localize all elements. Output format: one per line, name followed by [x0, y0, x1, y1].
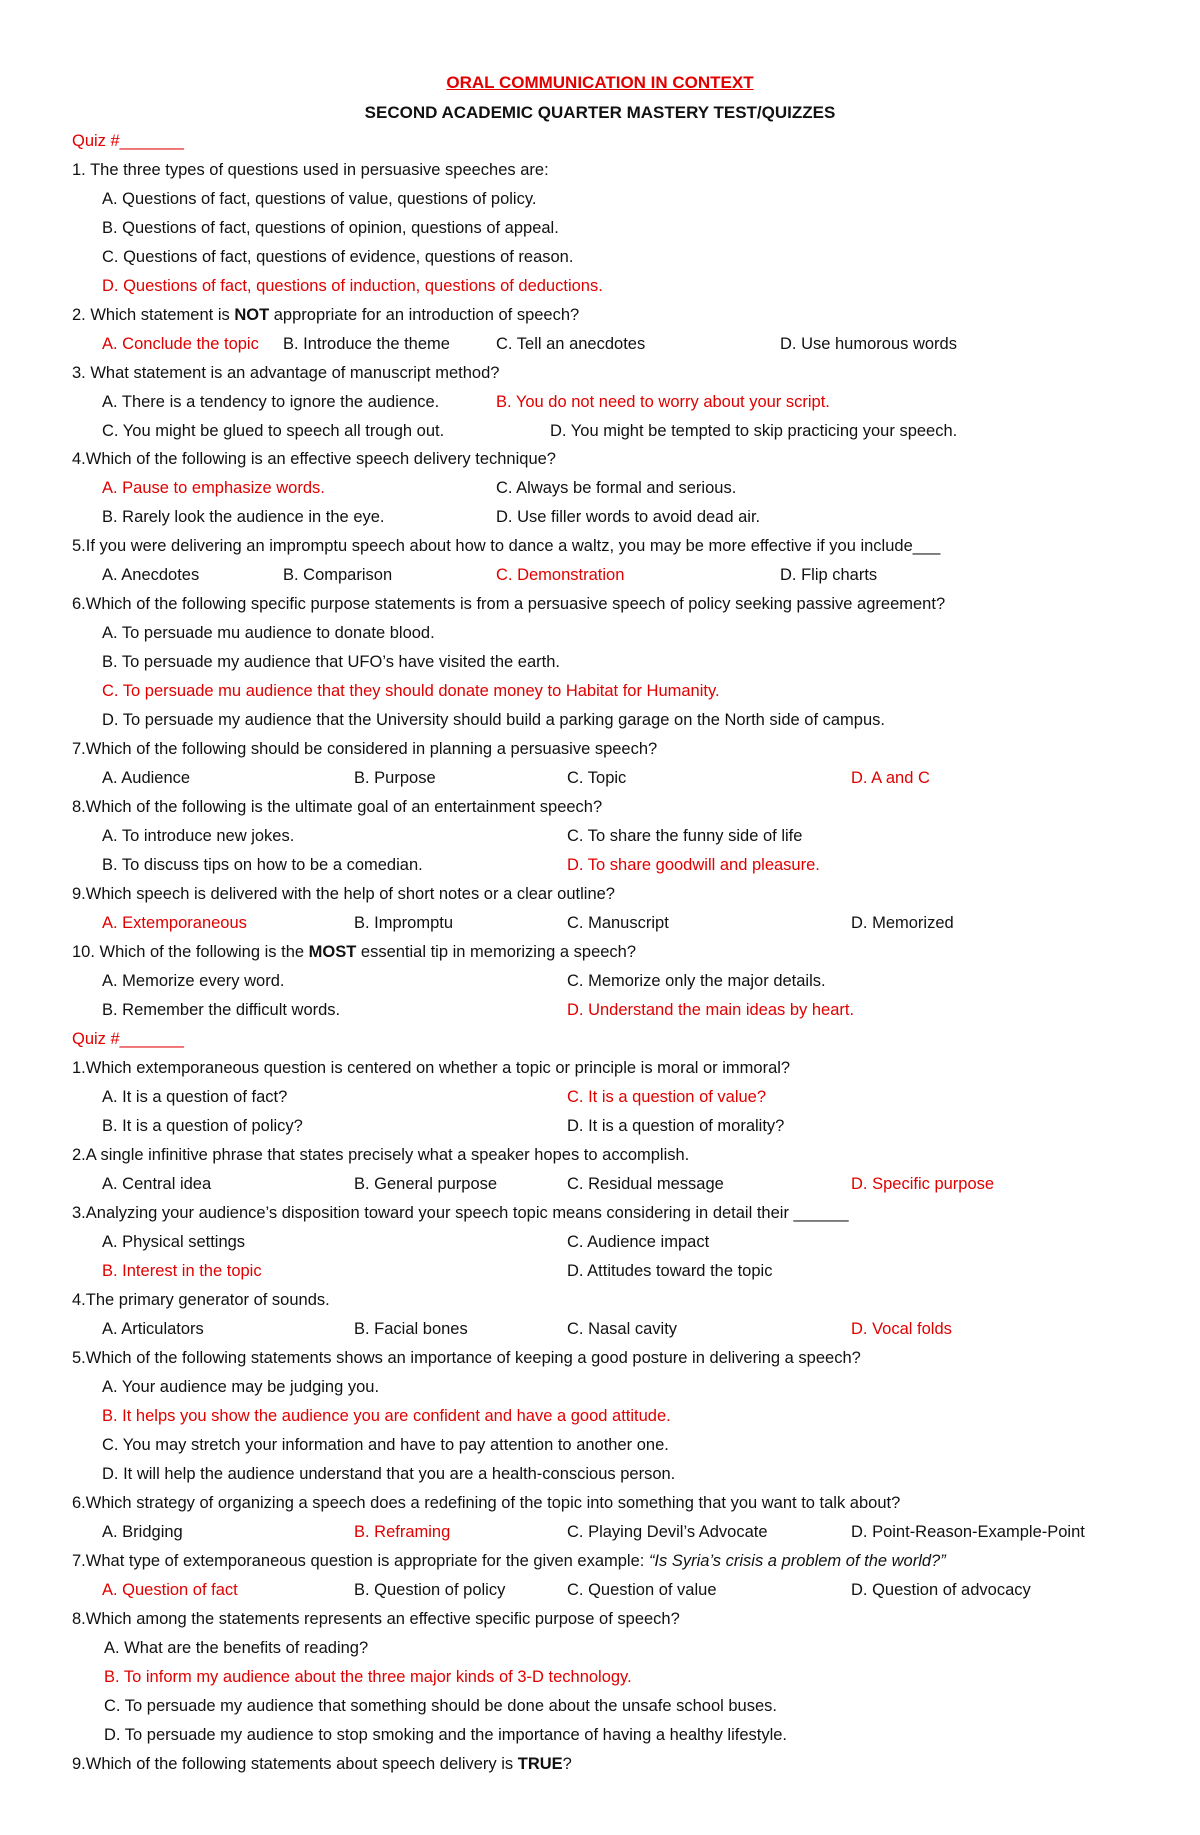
- question-text: The primary generator of sounds.: [85, 1291, 330, 1309]
- option-a-answer: A. Conclude the topic: [102, 335, 259, 353]
- option-b: B. Comparison: [283, 566, 393, 584]
- option-a: A. There is a tendency to ignore the audience.: [102, 393, 440, 411]
- option-d: D. You might be tempted to skip practicing your speech.: [550, 422, 958, 440]
- question-number: 2.: [72, 306, 86, 324]
- question-text-end: ?: [562, 1755, 572, 1773]
- option-a-answer: A. Pause to emphasize words.: [102, 479, 325, 497]
- quiz-label: Quiz #_______: [72, 1030, 184, 1048]
- question-number: 6.: [72, 1494, 86, 1512]
- option-a: A. Bridging: [102, 1523, 183, 1541]
- option-c: C. Audience impact: [567, 1233, 710, 1251]
- question-number: 7.: [72, 1552, 86, 1570]
- question-text: Which of the following is an effective speech delivery technique?: [85, 450, 556, 468]
- option-a-answer: A. Extemporaneous: [102, 914, 247, 932]
- option-c-answer: C. To persuade mu audience that they should donate money to Habitat for Humanity.: [102, 682, 720, 700]
- option-b: B. Rarely look the audience in the eye.: [102, 508, 385, 526]
- option-b: B. To discuss tips on how to be a comedian.: [102, 856, 423, 874]
- option-a: A. To persuade mu audience to donate blood.: [102, 624, 435, 642]
- question: [72, 1754, 572, 1774]
- option-d-answer: D. Understand the main ideas by heart.: [567, 1001, 855, 1019]
- question: [72, 884, 615, 904]
- option-b: B. Purpose: [354, 769, 436, 787]
- question-number: 9.: [72, 885, 86, 903]
- question-text: Which among the statements represents an effective specific purpose of speech?: [85, 1610, 680, 1628]
- option-d: D. It will help the audience understand that you are a health-conscious person.: [102, 1465, 676, 1483]
- question-text: Which of the following statements shows an importance of keeping a good posture in delivering a speech?: [85, 1349, 861, 1367]
- question-text: What type of extemporaneous question is appropriate for the given example:: [85, 1552, 649, 1570]
- option-c: C. To share the funny side of life: [567, 827, 803, 845]
- option-d: D. Flip charts: [780, 566, 878, 584]
- question: [72, 594, 945, 614]
- option-c: C. Playing Devil’s Advocate: [567, 1523, 768, 1541]
- option-d: D. Attitudes toward the topic: [567, 1262, 773, 1280]
- option-d: D. Question of advocacy: [851, 1581, 1031, 1599]
- question-number: 4.: [72, 1291, 86, 1309]
- question-text: The three types of questions used in persuasive speeches are:: [90, 161, 549, 179]
- option-b-answer: B. Reframing: [354, 1523, 451, 1541]
- option-c: C. Manuscript: [567, 914, 669, 932]
- question-number: 3.: [72, 364, 86, 382]
- question: [72, 1348, 861, 1368]
- option-c: C. Memorize only the major details.: [567, 972, 826, 990]
- option-b-answer: B. Interest in the topic: [102, 1262, 262, 1280]
- question-number: 1.: [72, 1059, 86, 1077]
- question-text-end: appropriate for an introduction of speech?: [269, 306, 580, 324]
- option-a: A. Questions of fact, questions of value, questions of policy.: [102, 190, 537, 208]
- option-b-answer: B. It helps you show the audience you are confident and have a good attitude.: [102, 1407, 671, 1425]
- question-number: 10.: [72, 943, 95, 961]
- option-a: A. Physical settings: [102, 1233, 246, 1251]
- option-c-answer: C. Demonstration: [496, 566, 625, 584]
- question-emphasis: NOT: [234, 306, 270, 324]
- question: [72, 797, 602, 817]
- question-text: Which of the following statements about speech delivery is: [85, 1755, 518, 1773]
- option-a: A. Central idea: [102, 1175, 212, 1193]
- option-c: C. Questions of fact, questions of evidence, questions of reason.: [102, 248, 574, 266]
- question: [72, 536, 940, 556]
- question: [72, 1493, 900, 1513]
- question: [72, 942, 636, 962]
- option-c-answer: C. It is a question of value?: [567, 1088, 767, 1106]
- option-a: A. It is a question of fact?: [102, 1088, 288, 1106]
- option-b: B. Question of policy: [354, 1581, 506, 1599]
- question-number: 5.: [72, 537, 86, 555]
- option-d-answer: D. Specific purpose: [851, 1175, 995, 1193]
- option-b: B. Questions of fact, questions of opinion, questions of appeal.: [102, 219, 559, 237]
- option-b-answer: B. To inform my audience about the three major kinds of 3-D technology.: [104, 1668, 632, 1686]
- question: [72, 1058, 790, 1078]
- option-a: A. Audience: [102, 769, 191, 787]
- question-text: Which strategy of organizing a speech does a redefining of the topic into something that you want to talk about?: [85, 1494, 901, 1512]
- option-d-answer: D. Questions of fact, questions of induction, questions of deductions.: [102, 277, 603, 295]
- question-text: A single infinitive phrase that states precisely what a speaker hopes to accomplish.: [85, 1146, 690, 1164]
- option-b: B. Facial bones: [354, 1320, 468, 1338]
- option-d: D. Point-Reason-Example-Point: [851, 1523, 1085, 1541]
- question-text: Which of the following is the ultimate goal of an entertainment speech?: [85, 798, 603, 816]
- option-c: C. You might be glued to speech all trough out.: [102, 422, 445, 440]
- question-text: Which of the following should be considered in planning a persuasive speech?: [85, 740, 658, 758]
- option-a: A. To introduce new jokes.: [102, 827, 295, 845]
- option-d: D. Memorized: [851, 914, 954, 932]
- question-text: Which speech is delivered with the help of short notes or a clear outline?: [85, 885, 615, 903]
- option-d: D. Use filler words to avoid dead air.: [496, 508, 761, 526]
- question-number: 9.: [72, 1755, 86, 1773]
- option-d: D. Use humorous words: [780, 335, 957, 353]
- question-text: Which statement is: [90, 306, 235, 324]
- document-subtitle: SECOND ACADEMIC QUARTER MASTERY TEST/QUIZZES: [364, 103, 836, 122]
- question-number: 4.: [72, 450, 86, 468]
- question: [72, 1609, 680, 1629]
- question: [72, 1551, 946, 1571]
- question: [72, 449, 556, 469]
- question-number: 5.: [72, 1349, 86, 1367]
- question: [72, 1145, 689, 1165]
- option-c: C. Nasal cavity: [567, 1320, 678, 1338]
- option-d-answer: D. Vocal folds: [851, 1320, 952, 1338]
- option-c: C. To persuade my audience that something should be done about the unsafe school buses.: [104, 1697, 777, 1715]
- option-d: D. It is a question of morality?: [567, 1117, 785, 1135]
- option-a: A. Your audience may be judging you.: [102, 1378, 380, 1396]
- question-number: 1.: [72, 161, 86, 179]
- question: [72, 305, 579, 325]
- question-example: “Is Syria’s crisis a problem of the world?”: [648, 1552, 946, 1570]
- option-c: C. You may stretch your information and have to pay attention to another one.: [102, 1436, 669, 1454]
- option-a-answer: A. Question of fact: [102, 1581, 238, 1599]
- question-number: 7.: [72, 740, 86, 758]
- option-a: A. What are the benefits of reading?: [104, 1639, 369, 1657]
- question-text: Which of the following is the: [99, 943, 309, 961]
- question-text: What statement is an advantage of manuscript method?: [90, 364, 500, 382]
- option-c: C. Always be formal and serious.: [496, 479, 737, 497]
- option-a: A. Anecdotes: [102, 566, 200, 584]
- document-title: ORAL COMMUNICATION IN CONTEXT: [446, 73, 754, 92]
- question-text: Which extemporaneous question is centered on whether a topic or principle is moral or immoral?: [85, 1059, 791, 1077]
- option-b-answer: B. You do not need to worry about your script.: [496, 393, 830, 411]
- option-a: A. Memorize every word.: [102, 972, 285, 990]
- option-d: D. To persuade my audience to stop smoking and the importance of having a healthy lifestyle.: [104, 1726, 788, 1744]
- question-text: Analyzing your audience’s disposition toward your speech topic means considering in detail their ______: [85, 1204, 849, 1222]
- question: [72, 363, 499, 383]
- question: [72, 1203, 849, 1223]
- option-c: C. Topic: [567, 769, 627, 787]
- question-number: 2.: [72, 1146, 86, 1164]
- question-text: Which of the following specific purpose statements is from a persuasive speech of policy seeking passive agreement?: [85, 595, 946, 613]
- option-b: B. Introduce the theme: [283, 335, 450, 353]
- option-b: B. To persuade my audience that UFO’s have visited the earth.: [102, 653, 560, 671]
- question-emphasis: MOST: [308, 943, 357, 961]
- question-emphasis: TRUE: [517, 1755, 563, 1773]
- question: [72, 160, 549, 180]
- question: [72, 739, 657, 759]
- option-d: D. To persuade my audience that the University should build a parking garage on the North side of campus.: [102, 711, 885, 729]
- question: [72, 1290, 330, 1310]
- question-number: 3.: [72, 1204, 86, 1222]
- question-number: 8.: [72, 1610, 86, 1628]
- option-d-answer: D. To share goodwill and pleasure.: [567, 856, 820, 874]
- option-b: B. It is a question of policy?: [102, 1117, 303, 1135]
- option-c: C. Residual message: [567, 1175, 724, 1193]
- quiz-label: Quiz #_______: [72, 132, 184, 150]
- option-b: B. General purpose: [354, 1175, 498, 1193]
- question-text: If you were delivering an impromptu speech about how to dance a waltz, you may be more effective if you include___: [85, 537, 941, 555]
- option-c: C. Tell an anecdotes: [496, 335, 646, 353]
- question-number: 8.: [72, 798, 86, 816]
- option-a: A. Articulators: [102, 1320, 204, 1338]
- option-b: B. Impromptu: [354, 914, 454, 932]
- question-number: 6.: [72, 595, 86, 613]
- option-d-answer: D. A and C: [851, 769, 930, 787]
- question-text-end: essential tip in memorizing a speech?: [356, 943, 637, 961]
- option-c: C. Question of value: [567, 1581, 717, 1599]
- option-b: B. Remember the difficult words.: [102, 1001, 341, 1019]
